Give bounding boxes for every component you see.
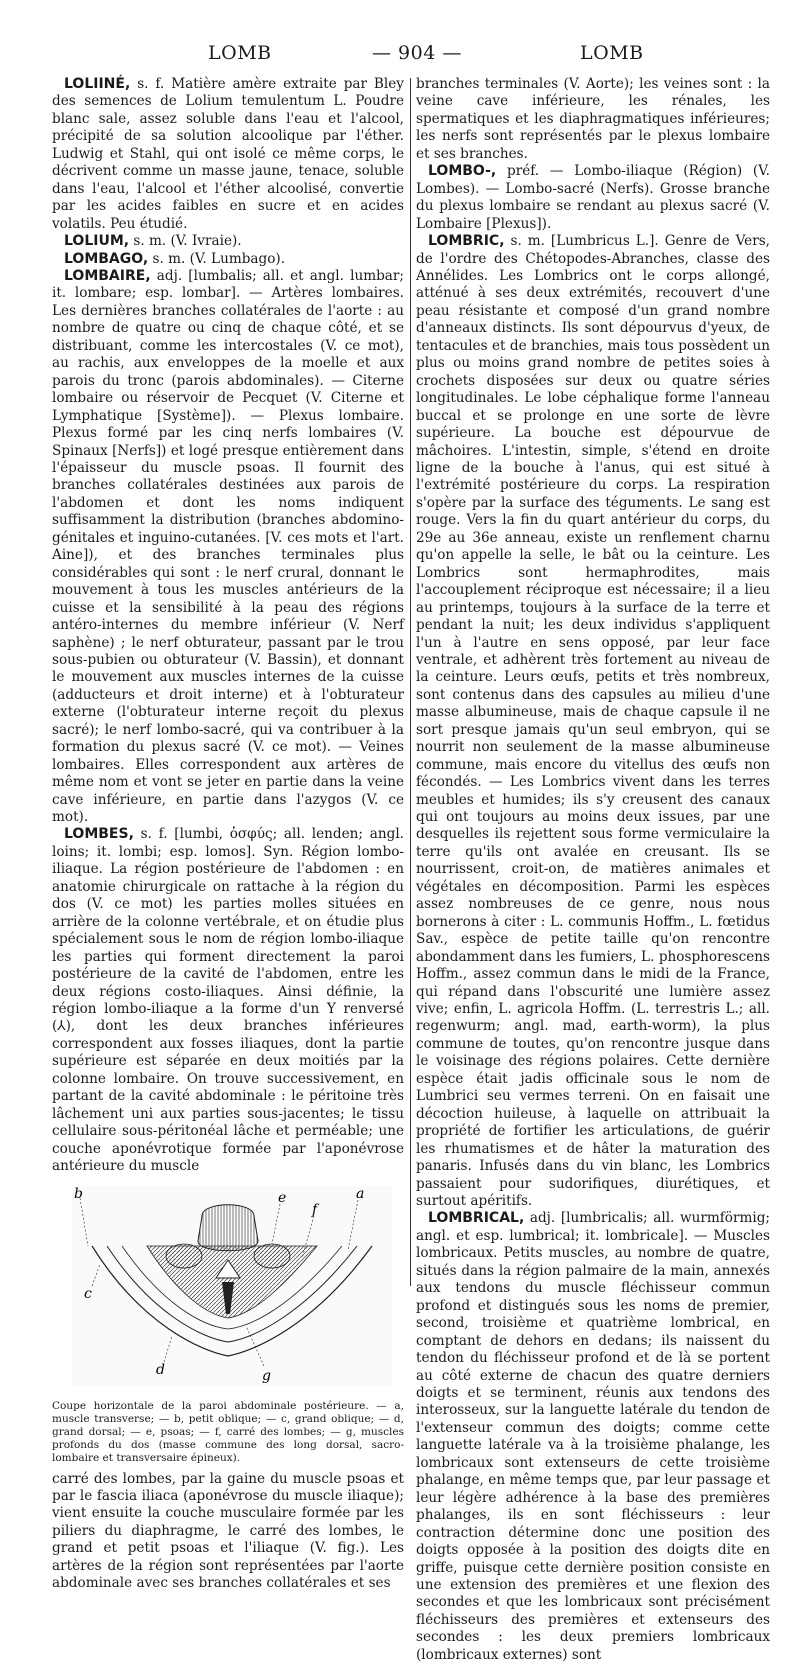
figure-label-d: d — [156, 1361, 165, 1378]
entry-text: s. m. [Lumbricus L.]. Genre de Vers, de l'ordre des Chétopodes-Abranches, classe des Annélides. Les Lombrics ont le corps allongé, atténué à ses deux extrémités, recouvert d'une peau résistante et composé d'un grand nombre d'anneaux distincts. Ils sont dépourvus d'yeux, de tentacules et de branchies, mais tous possèdent un plus ou moins grand nombre de petites soies à crochets disposées sur deux ou quatre séries longitudinales. Le lobe céphalique forme l'anneau buccal et se prolonge en une sorte de lèvre supérieure. La bouche est dépourvue de mâchoires. L'intestin, simple, s'étend en droite ligne de la bouche à l'anus, qui est situé à l'extrémité postérieure du corps. La respiration s'opère par la surface des téguments. Le sang est rouge. Vers la fin du quart antérieur du corps, du 29e au 36e anneau, existe un renflement charnu qu'on appelle la selle, le bât ou la ceinture. Les Lombrics sont hermaphrodites, mais l'accouplement réciproque est nécessaire; il a lieu au printemps, toujours à la surface de la terre et pendant la nuit; les deux individus s'appliquent l'un à l'autre en sens opposé, par leur face ventrale, et adhèrent très fortement au niveau de la ceinture. Leurs œufs, petits et très nombreux, sont contenus dans des capsules au milieu d'une masse albumineuse, mais de chaque capsule il ne sort presque jamais qu'un seul embryon, qui se nourrit non seulement de la masse albumineuse commune, mais encore du vitellus des œufs non fécondés. — Les Lombrics vivent dans les terres meubles et humides; ils s'y creusent des canaux qui ont toujours au moins deux issues, par une desquelles ils rejettent sous forme vermiculaire la terre qu'ils ont avalée en creusant. Ils se nourrissent, croit-on, de matières animales et végétales en décomposition. Parmi les espèces assez nombreuses de ce genre, nous nous bornerons à citer : L. communis Hoffm., L. fœtidus Sav., espèce de petite taille qu'on rencontre abondamment dans les fumiers, L. phosphorescens Hoffm., assez commun dans le midi de la France, qui répand dans l'obscurité une lumière assez vive; enfin, L. agricola Hoffm. (L. terrestris L.; all. regenwurm; angl. mad, earth-worm), la plus commune de toutes, qu'on rencontre jusque dans le voisinage des régions polaires. Cette dernière espèce était jadis officinale sous le nom de Lumbrici seu vermes terreni. On en faisait une décoction huileuse, à laquelle on attribuait la propriété de fortifier les articulations, de guérir les rhumatismes et de hâter la maturation des panaris. Infusés dans du vin blanc, les Lombrics passaient pour sudorifiques, diurétiques, et surtout apéritifs. — [416, 233, 770, 1209]
figure-label-b: b — [74, 1185, 83, 1202]
psoas-right — [254, 1244, 290, 1268]
entry-lolium — [52, 233, 404, 250]
entry-text: adj. [lumbalis; all. et angl. lumbar; it. lombare; esp. lombar]. — Artères lombaires. Les dernières branches collatérales de l'aorte : au nombre de quatre ou cinq de chaque côté, et se distribuant, comme les intercostales (V. ce mot), au rachis, aux enveloppes de la moelle et aux parois du tronc (parois abdominales). — Citerne lombaire ou réservoir de Pecquet (V. Citerne et Lymphatique [Système]). — Plexus lombaire. Plexus formé par les cinq nerfs lombaires (V. Spinaux [Nerfs]) et logé presque entièrement dans l'épaisseur du muscle psoas. Il fournit des branches collatérales destinées aux parois de l'abdomen et dont les noms indiquent suffisamment la distribution (branches abdomino-génitales et inguino-cutanées. [V. ces mots et l'art. Aine]), et des branches terminales plus considérables qui sont : le nerf crural, donnant le mouvement à tous les muscles antérieurs de la cuisse et la sensibilité à la peau des régions antéro-internes du membre inférieur (V. Nerf saphène) ; le nerf obturateur, passant par le trou sous-pubien ou obturateur (V. Bassin), et donnant le mouvement aux muscles internes de la cuisse (adducteurs et droit interne) et à l'obturateur externe (l'obturateur interne reçoit du plexus sacré); le nerf lombo-sacré, qui va contribuer à la formation du plexus sacré (V. ce mot). — Veines lombaires. Elles correspondent aux artères de même nom et vont se jeter en partie dans la veine cave inférieure, en partie dans l'azygos (V. ce mot). — [52, 267, 404, 826]
entry-lombago — [52, 251, 404, 268]
lombes-continued: carré des lombes, par la gaine du muscle psoas et par le fascia iliaca (aponévrose du muscle iliaque); vient ensuite la couche musculaire formée par les piliers du diaphragme, le carré des lombes, le grand et petit psoas et l'iliaque (V. fig.). Les artères de la région sont représentées par l'aorte abdominale avec ses branches collatérales et ses — [52, 1470, 404, 1592]
headword: LOMBRIC, — [428, 233, 505, 250]
anatomical-figure — [52, 1186, 404, 1398]
header-right: LOMB — [580, 42, 644, 64]
headword: LOLIUM, — [64, 233, 130, 250]
psoas-left — [166, 1244, 202, 1268]
column-divider — [410, 78, 411, 1286]
figure-label-f: f — [312, 1201, 318, 1218]
page-number: — 904 — — [372, 42, 462, 64]
right-column — [416, 76, 770, 1664]
entry-lombrical — [416, 1210, 770, 1664]
header-left: LOMB — [208, 42, 272, 64]
entry-lombes — [52, 826, 404, 1175]
figure-label-c: c — [84, 1285, 92, 1302]
left-column — [52, 76, 404, 1593]
running-header — [0, 42, 800, 66]
headword: LOMBRICAL, — [428, 1210, 525, 1227]
lombes-continuation — [416, 76, 770, 163]
entry-text: adj. [lumbricalis; all. wurmförmig; angl. et esp. lumbrical; it. lombricale]. — Muscles lombricaux. Petits muscles, au nombre de quatre, situés dans la région palmaire de la main, annexés aux tendons du muscle fléchisseur commun profond et distingués sous les noms de premier, second, troisième et quatrième lombrical, en comptant de dehors en dedans; ils naissent du tendon du fléchisseur profond et de là se portent au côté externe de chacun des quatre derniers doigts et se terminent, réunis aux tendons des interosseux, sur la languette latérale du tendon de l'extenseur commun des doigts; comme cette languette latérale va à la troisième phalange, les lombricaux sont extenseurs de cette troisième phalange, en même temps que, par leur passage et leur légère adhérence à la base des premières phalanges, ils en sont fléchisseurs : leur contraction détermine donc une position des doigts opposée à la position des doigts dite en griffe, puisque cette dernière position consiste en une extension des premières et une flexion des secondes et que les lombricaux sont précisément fléchisseurs des premières et extenseurs des secondes : les deux premiers lombricaux (lombricaux externes) sont — [416, 1210, 770, 1663]
entry-lombo — [416, 163, 770, 233]
entry-text: s. f. Matière amère extraite par Bley des semences de Lolium temulentum L. Poudre blanc sale, assez soluble dans l'eau et l'alcool, précipité de sa solution alcoolique par l'éther. Ludwig et Stahl, qui ont isolé ce même corps, le décrivent comme un masse jaune, tenace, soluble dans l'eau, l'alcool et l'éther alcoolisé, convertie par les acides faibles en sucre et en acides volatils. Peu étudié. — [52, 76, 404, 232]
entry-text: s. m. (V. Ivraie). — [133, 233, 242, 250]
entry-loliine — [52, 76, 404, 233]
entry-text: s. f. [lumbi, ὀσφύς; all. lenden; angl. loins; it. lombi; esp. lomos]. Syn. Région lombo-iliaque. La région postérieure de l'abdomen : en anatomie chirurgicale on rattache à la région du dos (V. ce mot) les parties molles situées en arrière de la colonne vertébrale, et on étudie plus spécialement sous le nom de région lombo-iliaque les parties qui forment directement la paroi postérieure de la cavité de l'abdomen, entre les deux régions costo-iliaques. Ainsi définie, la région lombo-iliaque a la forme d'un Y renversé (⅄), dont les deux branches inférieures correspondent aux fosses iliaques, dont la partie supérieure est séparée en deux moitiés par la colonne lombaire. On trouve successivement, en partant de la cavité abdominale : le péritoine très lâchement uni aux parties sous-jacentes; le tissu cellulaire sous-péritonéal lâche et perméable; une couche aponévrotique formée par l'aponévrose antérieure du muscle — [52, 826, 404, 1175]
headword: LOLIINÉ, — [64, 76, 131, 92]
entry-text: préf. — Lombo-iliaque (Région) (V. Lombes). — Lombo-sacré (Nerfs). Grosse branche du plexus lombaire se rendant au plexus sacré (V. Lombaire [Plexus]). — [416, 163, 770, 232]
headword: LOMBAGO, — [64, 250, 149, 267]
figure-caption: Coupe horizontale de la paroi abdominale postérieure. — a, muscle transverse; — b, petit oblique; — c, grand oblique; — d, grand dorsal; — e, psoas; — f, carré des lombes; — g, muscles profonds du dos (masse commune des long dorsal, sacro-lombaire et transversaire épineux). — [52, 1399, 404, 1464]
entry-lombaire — [52, 268, 404, 827]
figure-label-g: g — [262, 1367, 271, 1384]
cross-section-illustration — [52, 1186, 404, 1398]
headword: LOMBES, — [64, 826, 134, 843]
entry-text: branches terminales (V. Aorte); les veines sont : la veine cave inférieure, les rénales, les spermatiques et les diaphragmatiques inférieures; les nerfs sont représentés par le plexus lombaire et ses branches. — [416, 76, 770, 162]
entry-lombric — [416, 233, 770, 1210]
figure-label-e: e — [278, 1189, 287, 1206]
entry-text: s. m. (V. Lumbago). — [152, 250, 286, 267]
headword: LOMBAIRE, — [64, 267, 151, 284]
vertebra — [198, 1204, 258, 1250]
headword: LOMBO-, — [428, 163, 497, 180]
figure-label-a: a — [356, 1185, 365, 1202]
